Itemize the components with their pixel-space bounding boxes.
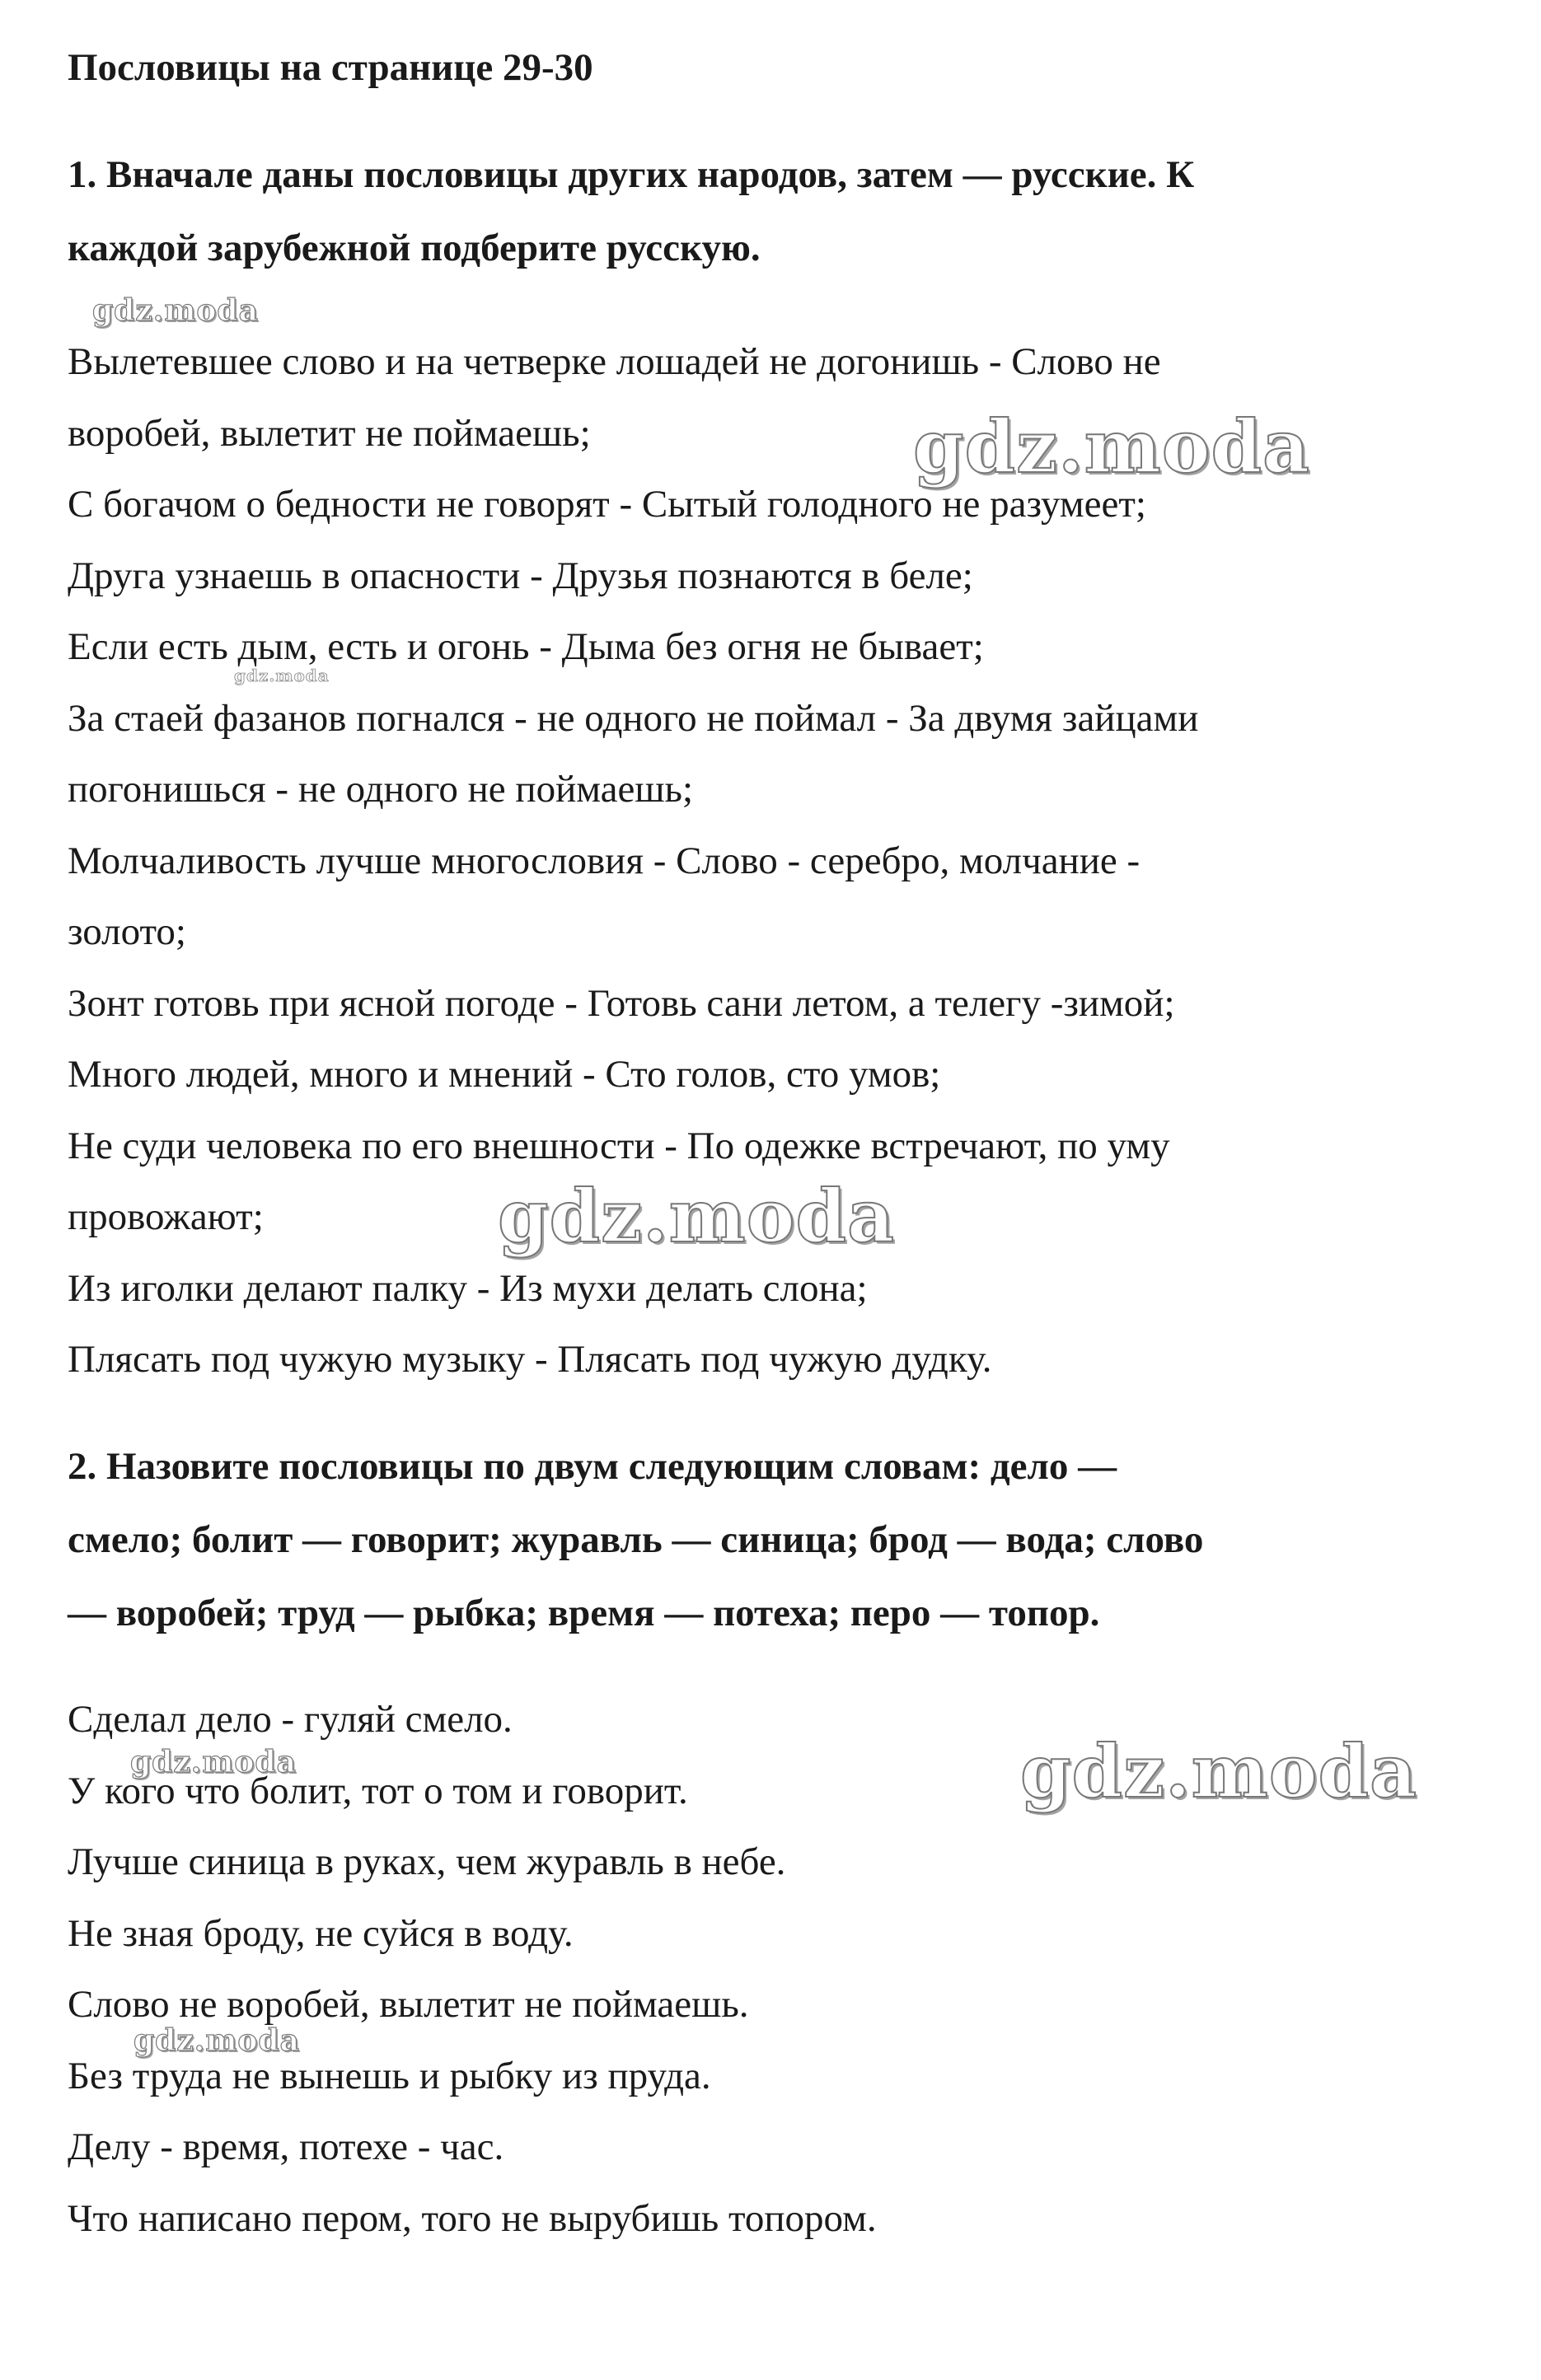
answer-line: Если есть дым, есть и огонь - Дыма без огня не бывает; bbox=[68, 625, 984, 668]
answer-line: Без труда не вынешь и рыбку из пруда. bbox=[68, 2054, 711, 2097]
answer-line: Плясать под чужую музыку - Плясать под чужую дудку. bbox=[68, 1338, 992, 1381]
answer-line: За стаей фазанов погнался - не одного не поймал - За двумя зайцами bbox=[68, 696, 1199, 740]
answer-line: Молчаливость лучше многословия - Слово - серебро, молчание - bbox=[68, 839, 1141, 882]
answer-line: воробей, вылетит не поймаешь; bbox=[68, 411, 591, 455]
answer-line: Слово не воробей, вылетит не поймаешь. bbox=[68, 1983, 749, 2026]
answer-line: У кого что болит, тот о том и говорит. bbox=[68, 1769, 688, 1812]
answer-line: Вылетевшее слово и на четверке лошадей не догонишь - Слово не bbox=[68, 340, 1161, 383]
answer-line: Что написано пером, того не вырубишь топором. bbox=[68, 2196, 877, 2240]
answer-line: Лучше синица в руках, чем журавль в небе. bbox=[68, 1840, 786, 1883]
answer-line: С богачом о бедности не говорят - Сытый голодного не разумеет; bbox=[68, 483, 1146, 526]
answer-line: провожают; bbox=[68, 1195, 264, 1238]
answer-line: Друга узнаешь в опасности - Друзья познаются в беле; bbox=[68, 554, 973, 597]
page-title: Пословицы на странице 29-30 bbox=[68, 46, 593, 89]
answer-line: Из иголки делают палку - Из мухи делать слона; bbox=[68, 1266, 868, 1310]
answer-line: золото; bbox=[68, 910, 186, 953]
answer-line: погонишься - не одного не поймаешь; bbox=[68, 768, 694, 811]
answer-line: Не зная броду, не суйся в воду. bbox=[68, 1911, 574, 1955]
task-1-question bbox=[68, 138, 1485, 285]
answer-line: Сделал дело - гуляй смело. bbox=[68, 1698, 513, 1741]
answer-line: Много людей, много и мнений - Сто голов, сто умов; bbox=[68, 1053, 941, 1096]
watermark-logo: gdz.moda bbox=[234, 666, 330, 685]
answer-line: Делу - время, потехе - час. bbox=[68, 2125, 504, 2168]
watermark-logo: gdz.moda bbox=[133, 2023, 300, 2058]
task-1-question-line: 1. Вначале даны пословицы других народов, затем — русские. К bbox=[68, 153, 1195, 196]
task-1-question-line: каждой зарубежной подберите русскую. bbox=[68, 227, 761, 269]
watermark-logo: gdz.moda bbox=[913, 404, 1311, 489]
answer-line: Зонт готовь при ясной погоде - Готовь сани летом, а телегу -зимой; bbox=[68, 981, 1175, 1025]
task-2-question-line: смело; болит — говорит; журавль — синица; брод — вода; слово bbox=[68, 1518, 1204, 1561]
watermark-logo: gdz.moda bbox=[1020, 1728, 1418, 1814]
answer-line: Не суди человека по его внешности - По одежке встречают, по уму bbox=[68, 1124, 1170, 1167]
watermark-logo: gdz.moda bbox=[498, 1173, 896, 1259]
task-2-question-line: 2. Назовите пословицы по двум следующим словам: дело — bbox=[68, 1445, 1117, 1488]
task-2-question bbox=[68, 1430, 1485, 1650]
task-2-question-line: — воробей; труд — рыбка; время — потеха; перо — топор. bbox=[68, 1592, 1100, 1634]
watermark-logo: gdz.moda bbox=[130, 1745, 297, 1779]
watermark-logo: gdz.moda bbox=[92, 293, 259, 328]
